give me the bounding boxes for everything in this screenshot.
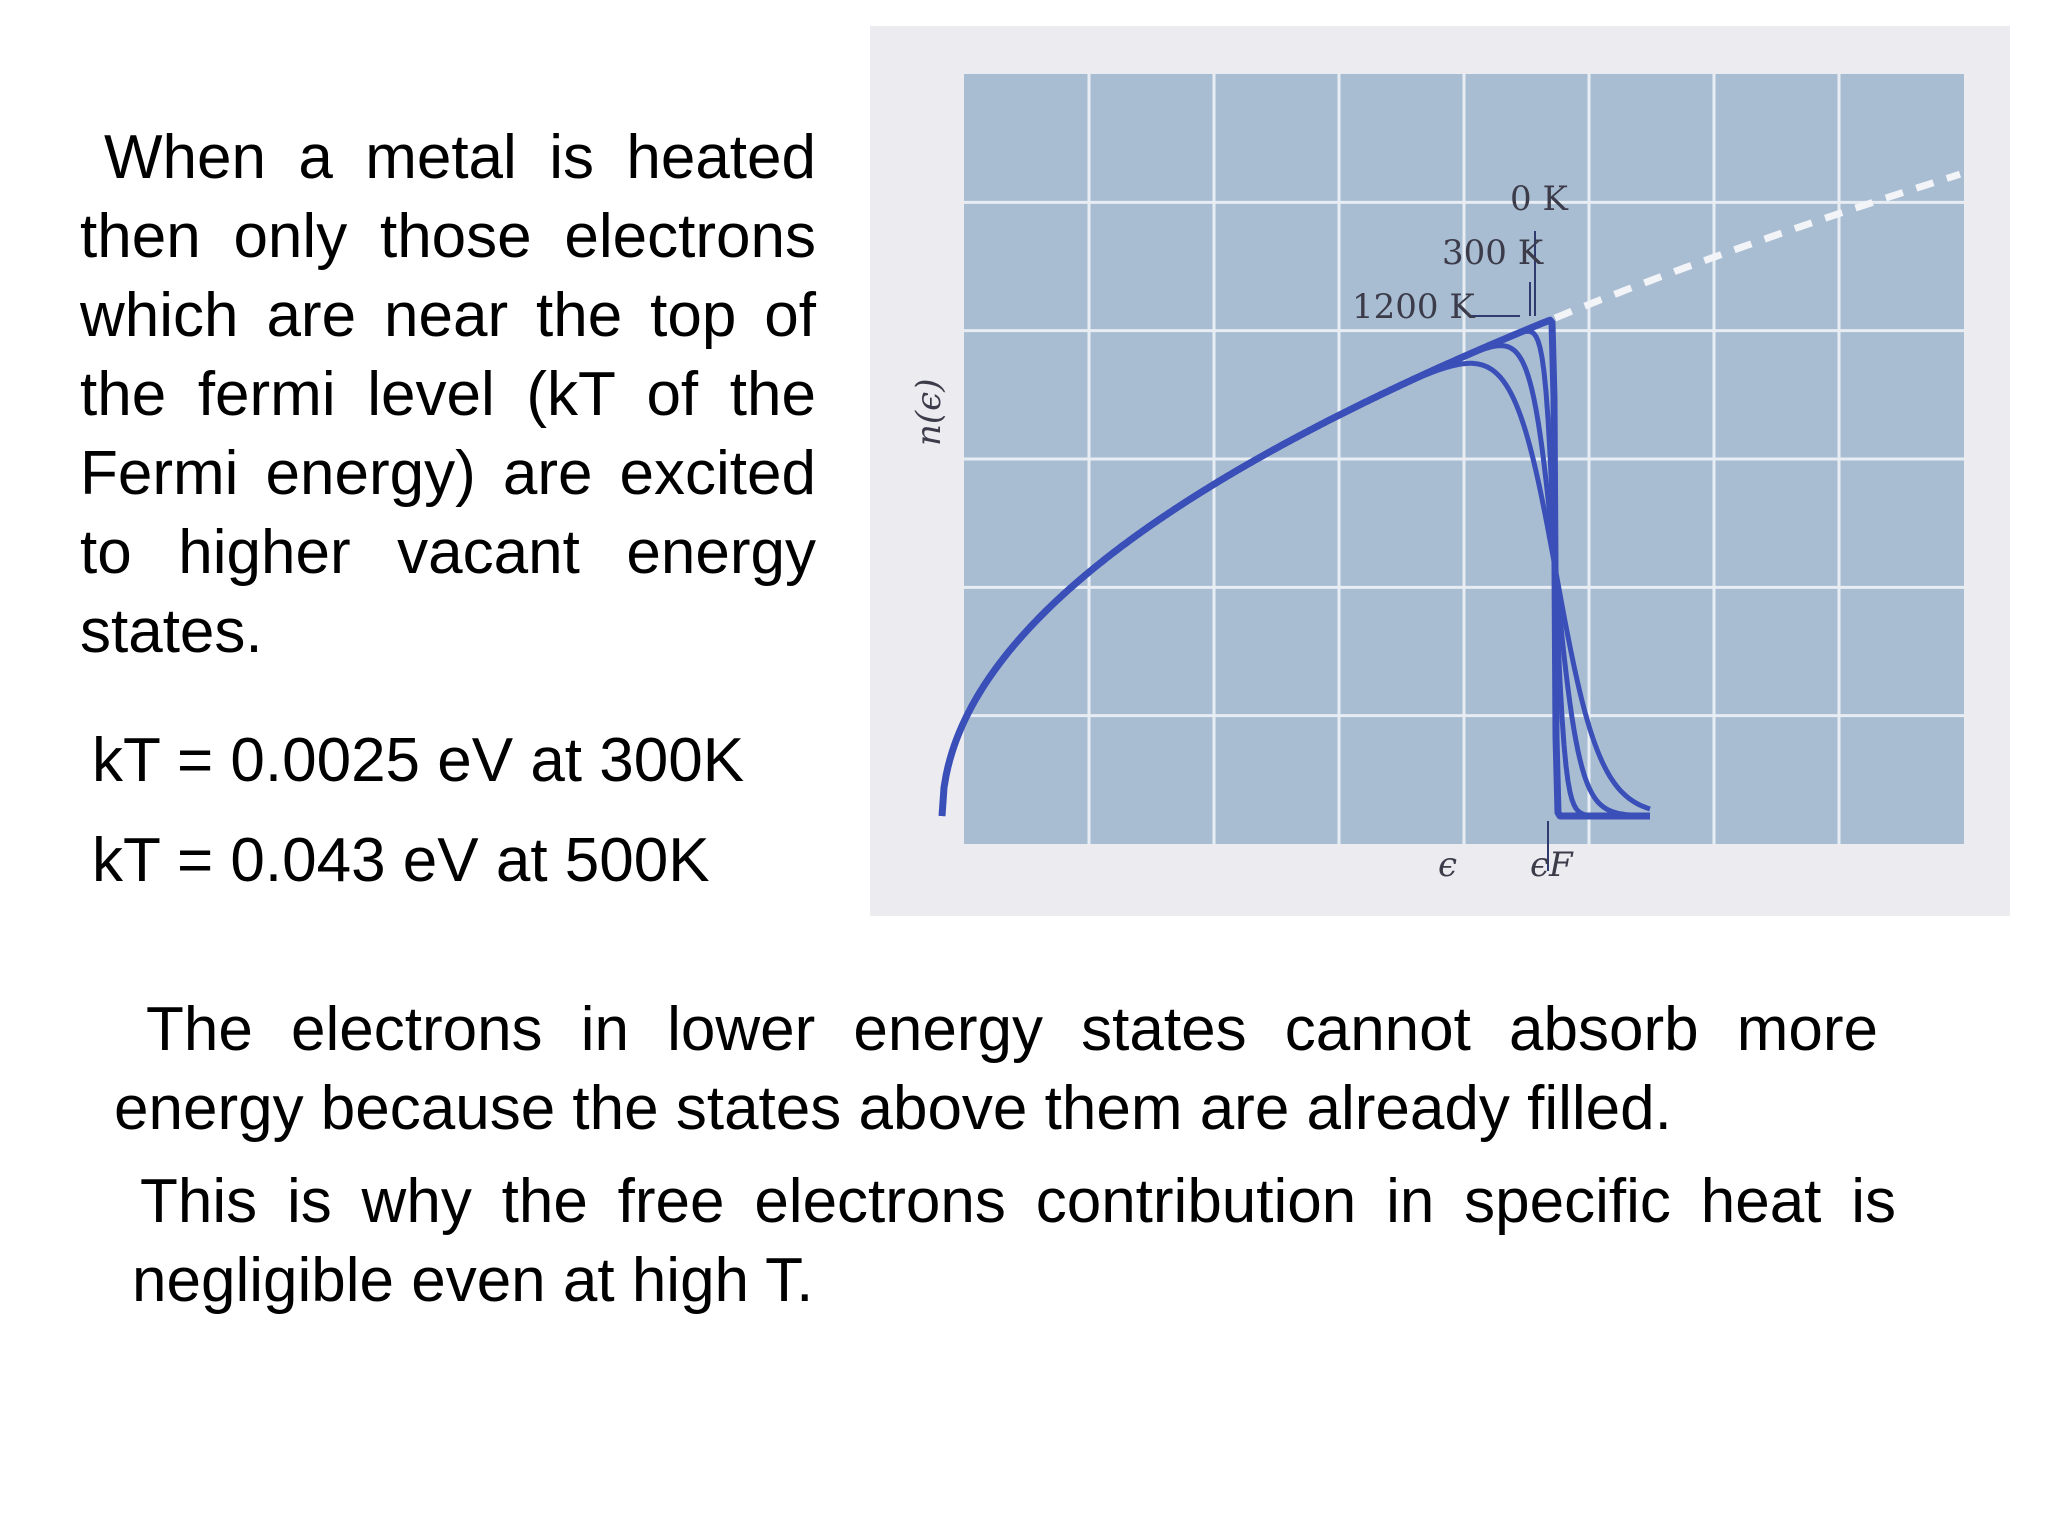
fermi-distribution-figure <box>870 26 2010 916</box>
lower-states-paragraph: The electrons in lower energy states cannot absorb more energy because the states above them are already filled. <box>114 995 1878 1143</box>
label-0k: 0 K <box>1510 179 1568 219</box>
kt-value-300k: kT = 0.0025 eV at 300K <box>92 726 745 795</box>
x-axis-label-epsilon: ϵ <box>1438 845 1458 885</box>
kt-value-500k: kT = 0.043 eV at 500K <box>92 826 710 895</box>
specific-heat-paragraph: This is why the free electrons contribution in specific heat is negligible even at high T. <box>132 1167 1896 1315</box>
label-300k: 300 K <box>1442 233 1544 273</box>
intro-paragraph: When a metal is heated then only those electrons which are near the top of the fermi level (kT of the Fermi energy) are excited to higher vacant energy states. <box>80 123 816 666</box>
label-1200k: 1200 K <box>1352 287 1475 327</box>
fermi-distribution-svg <box>870 26 2010 916</box>
y-axis-label: n(ϵ) <box>909 378 949 446</box>
x-axis-label-epsilon-f: ϵF <box>1530 845 1573 885</box>
